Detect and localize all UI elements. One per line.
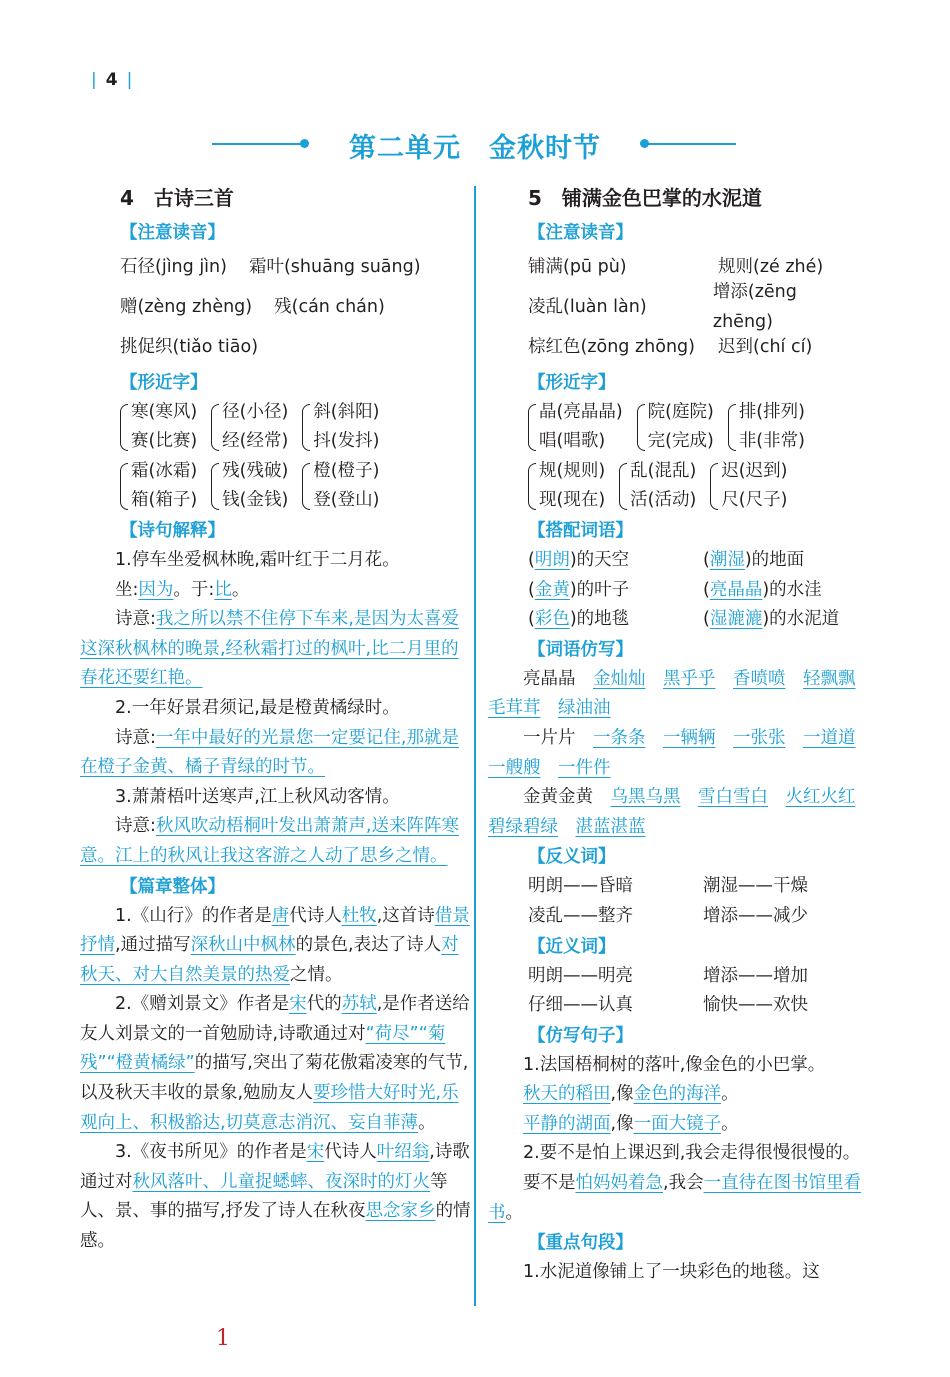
- collocation-list: (明朗)的天空 (潮湿)的地面 (金黄)的叶子 (亮晶晶)的水洼 (彩色)的地毯 (湿漉漉)的水泥道: [528, 549, 840, 630]
- poem-meaning: 诗意:秋风吹动梧桐叶发出萧萧声,送来阵阵寒意。江上的秋风让我这客游之人动了思乡之情。: [80, 816, 459, 866]
- poem-meaning: 诗意:我之所以禁不住停下车来,是因为太喜爱这深秋枫林的晚景,经秋霜打过的枫叶,比二月里的春花还要红艳。: [80, 609, 459, 689]
- left-column: [80, 182, 472, 1257]
- similar-chars-row: 霜(冰霜) 箱(箱子) 残(残破) 钱(金钱) 橙(橙子) 登(登山): [120, 457, 472, 516]
- sentence: 1.法国梧桐树的落叶,像金色的小巴掌。: [523, 1054, 826, 1075]
- footer-page-number: 1: [216, 1326, 230, 1351]
- word-explain: 坐:因为。于:比。: [115, 579, 250, 600]
- similar-chars-row: 寒(寒风) 赛(比赛) 径(小径) 经(经常) 斜(斜阳) 抖(发抖): [120, 398, 472, 457]
- section-heading: 【近义词】: [528, 936, 616, 957]
- unit-title-banner: [0, 126, 950, 165]
- lesson-title: 5 铺满金色巴掌的水泥道: [528, 186, 762, 210]
- poem-meaning: 诗意:一年中最好的光景您一定要记住,那就是在橙子金黄、橘子青绿的时节。: [80, 727, 459, 778]
- section-heading: 【反义词】: [528, 847, 616, 868]
- summary-paragraph: 2.《赠刘景文》作者是宋代的苏轼,是作者送给友人刘景文的一首勉励诗,诗歌通过对“荷尽”“菊残”“橙黄橘绿”的描写,突出了菊花傲霜凌寒的气节,以及秋天丰收的景象,勉励友人要珍惜大好时光,乐观向上、积极豁达,切莫意志消沉、妄自菲薄。: [80, 994, 470, 1133]
- similar-chars-row: 晶(亮晶晶) 唱(唱歌) 院(庭院) 完(完成) 排(排列) 非(非常): [528, 398, 880, 457]
- section-heading: 【重点句段】: [528, 1233, 633, 1254]
- section-heading: 【篇章整体】: [120, 876, 225, 897]
- sentence-answer: 平静的湖面,像一面大镜子。: [523, 1113, 739, 1134]
- section-heading: 【形近字】: [528, 372, 616, 393]
- word-imitation: 金黄金黄 乌黑乌黑 雪白雪白 火红火红 碧绿碧绿 湛蓝湛蓝: [488, 787, 856, 837]
- word-imitation: 一片片 一条条 一辆辆 一张张 一道道 一艘艘 一件件: [488, 727, 856, 778]
- page-number: | 4 |: [91, 70, 133, 90]
- pron-row: 挑促织(tiǎo tiāo): [120, 336, 259, 357]
- sentence-answer: 要不是怕妈妈着急,我会一直待在图书馆里看书。: [488, 1173, 862, 1223]
- sentence: 2.要不是怕上课迟到,我会走得很慢很慢的。: [523, 1143, 861, 1164]
- poem-line: 1.停车坐爱枫林晚,霜叶红于二月花。: [115, 549, 400, 570]
- poem-line: 2.一年好景君须记,最是橙黄橘绿时。: [115, 697, 400, 718]
- summary-paragraph: 3.《夜书所见》的作者是宋代诗人叶绍翁,诗歌通过对秋风落叶、儿童捉蟋蟀、夜深时的灯火等人、景、事的描写,抒发了诗人在秋夜思念家乡的情感。: [80, 1142, 471, 1252]
- word-imitation: 亮晶晶 金灿灿 黑乎乎 香喷喷 轻飘飘 毛茸茸 绿油油: [488, 668, 856, 719]
- poem-line: 3.萧萧梧叶送寒声,江上秋风动客情。: [115, 786, 400, 807]
- similar-chars-row: 规(规则) 现(现在) 乱(混乱) 活(活动) 迟(迟到) 尺(尺子): [528, 457, 880, 516]
- sentence: 1.水泥道像铺上了一块彩色的地毯。这: [523, 1262, 820, 1283]
- section-heading: 【仿写句子】: [528, 1025, 633, 1046]
- pron-row: 棕红色(zōng zhōng) 迟到(chí cí): [528, 336, 813, 357]
- section-heading: 【搭配词语】: [528, 520, 633, 541]
- antonym-list: 明朗——昏暗 潮湿——干燥 凌乱——整齐 增添——减少: [528, 876, 808, 926]
- section-heading: 【形近字】: [120, 372, 208, 393]
- synonym-list: 明朗——明亮 增添——增加 仔细——认真 愉快——欢快: [528, 965, 808, 1016]
- pron-row: 铺满(pū pù) 规则(zé zhé): [528, 256, 824, 277]
- summary-paragraph: 1.《山行》的作者是唐代诗人杜牧,这首诗借景抒情,通过描写深秋山中枫林的景色,表达了诗人对秋天、对大自然美景的热爱之情。: [80, 905, 470, 985]
- pron-row: 石径(jìng jìn) 霜叶(shuāng suāng): [120, 256, 421, 277]
- lesson-title: 4 古诗三首: [120, 186, 234, 210]
- column-divider: [474, 186, 476, 1306]
- section-heading: 【诗句解释】: [120, 520, 225, 541]
- unit-title: 第二单元 金秋时节: [349, 133, 601, 164]
- pron-row: 赠(zèng zhèng) 残(cán chán): [120, 296, 385, 317]
- right-column: [488, 182, 880, 1288]
- section-heading: 【注意读音】: [528, 222, 633, 243]
- sentence-answer: 秋天的稻田,像金色的海洋。: [523, 1084, 739, 1105]
- pron-row: 凌乱(luàn làn) 增添(zēng zhēng): [528, 282, 797, 332]
- section-heading: 【词语仿写】: [528, 639, 633, 660]
- section-heading: 【注意读音】: [120, 222, 225, 243]
